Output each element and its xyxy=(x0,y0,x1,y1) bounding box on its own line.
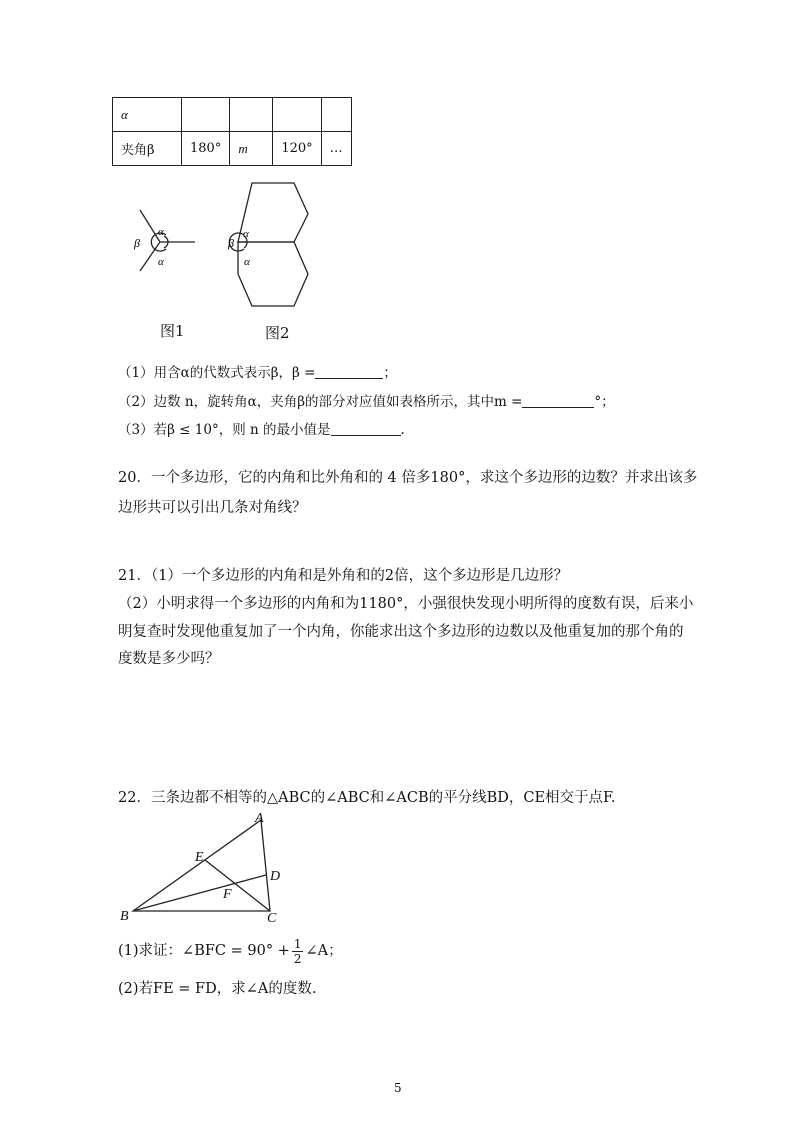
fig1-alpha-label-lower: α xyxy=(158,256,164,268)
q21-line3: 明复查时发现他重复加了一个内角，你能求出这个多边形的边数以及他重复加的那个角的 xyxy=(118,624,684,640)
q19-part1-end: ； xyxy=(383,365,397,381)
triangle-figure xyxy=(115,810,295,925)
table-cell: 120° xyxy=(273,132,321,166)
answer-blank xyxy=(315,364,383,379)
table-cell: m xyxy=(230,132,273,166)
hexagon-lower xyxy=(238,242,308,306)
rotation-figures xyxy=(120,175,340,320)
bisector-ce xyxy=(205,860,270,911)
point-d-label: D xyxy=(270,869,281,884)
figure-1 xyxy=(140,210,195,271)
fig1-ray-lower xyxy=(140,242,160,271)
q19-part3-text: （3）若β ≤ 10°，则 n 的最小值是 xyxy=(118,422,331,438)
point-e-label: E xyxy=(195,850,204,865)
q19-part3 xyxy=(118,418,405,438)
q19-part2 xyxy=(118,390,615,410)
q20-line1: 20．一个多边形，它的内角和比外角和的 4 倍多180°，求这个多边形的边数？并求出该多 xyxy=(118,470,698,486)
page-number: 5 xyxy=(394,1081,402,1095)
q22-part1-text: (1)求证：∠BFC = 90° + xyxy=(118,943,290,959)
q20-line2: 边形共可以引出几条对角线？ xyxy=(118,500,307,516)
q21-line4: 度数是多少吗？ xyxy=(118,651,220,667)
table-cell: α xyxy=(113,98,182,132)
q19-part2-end: °； xyxy=(594,394,615,410)
table-cell xyxy=(182,98,230,132)
fig1-alpha-arc-upper xyxy=(164,236,168,242)
q22-stem: 22．三条边都不相等的△ABC的∠ABC和∠ACB的平分线BD，CE相交于点F. xyxy=(118,790,616,806)
fig2-alpha-label-upper: α xyxy=(243,228,249,240)
q19-part2-text: （2）边数 n，旋转角α，夹角β的部分对应值如表格所示，其中m = xyxy=(118,394,523,410)
point-b-label: B xyxy=(120,909,129,924)
q22-part1 xyxy=(118,935,343,967)
fig2-beta-label: β xyxy=(228,236,234,250)
fig2-alpha-label-lower: α xyxy=(244,256,250,268)
fraction-numerator: 1 xyxy=(293,936,302,951)
answer-blank xyxy=(522,393,594,408)
table-cell: 夹角β xyxy=(113,132,182,166)
triangle-abc xyxy=(133,820,270,911)
answer-blank xyxy=(331,421,401,436)
table-row xyxy=(113,98,352,132)
point-c-label: C xyxy=(267,911,277,925)
q19-part3-end: . xyxy=(400,422,405,438)
q19-part1-text: （1）用含α的代数式表示β，β = xyxy=(118,365,316,381)
fraction-denominator: 2 xyxy=(293,951,302,966)
fig2-caption: 图2 xyxy=(265,324,290,342)
table-cell: … xyxy=(321,132,351,166)
fig1-alpha-label-upper: α xyxy=(158,226,164,238)
table-row xyxy=(113,132,352,166)
table-cell xyxy=(321,98,351,132)
q21-line2: （2）小明求得一个多边形的内角和为1180°，小强很快发现小明所得的度数有误，后来小 xyxy=(118,596,694,612)
table-cell: 180° xyxy=(182,132,230,166)
q22-part2: (2)若FE = FD，求∠A的度数. xyxy=(118,981,317,997)
fraction-one-half xyxy=(292,937,304,966)
fig1-beta-label: β xyxy=(134,236,140,250)
q22-part1-end: ∠A； xyxy=(305,943,343,959)
figure-2 xyxy=(229,183,308,306)
fig1-caption: 图1 xyxy=(160,322,185,340)
values-table xyxy=(112,97,352,166)
fig1-alpha-arc-lower xyxy=(164,242,168,248)
q21-line1: 21．（1）一个多边形的内角和是外角和的2倍，这个多边形是几边形？ xyxy=(118,568,569,584)
point-f-label: F xyxy=(223,887,232,902)
fig1-ray-upper xyxy=(140,210,160,242)
q19-part1 xyxy=(118,361,397,381)
fig2-alpha-arc-lower xyxy=(244,242,247,248)
point-a-label: A xyxy=(255,811,264,826)
table-cell xyxy=(230,98,273,132)
table-cell xyxy=(273,98,321,132)
